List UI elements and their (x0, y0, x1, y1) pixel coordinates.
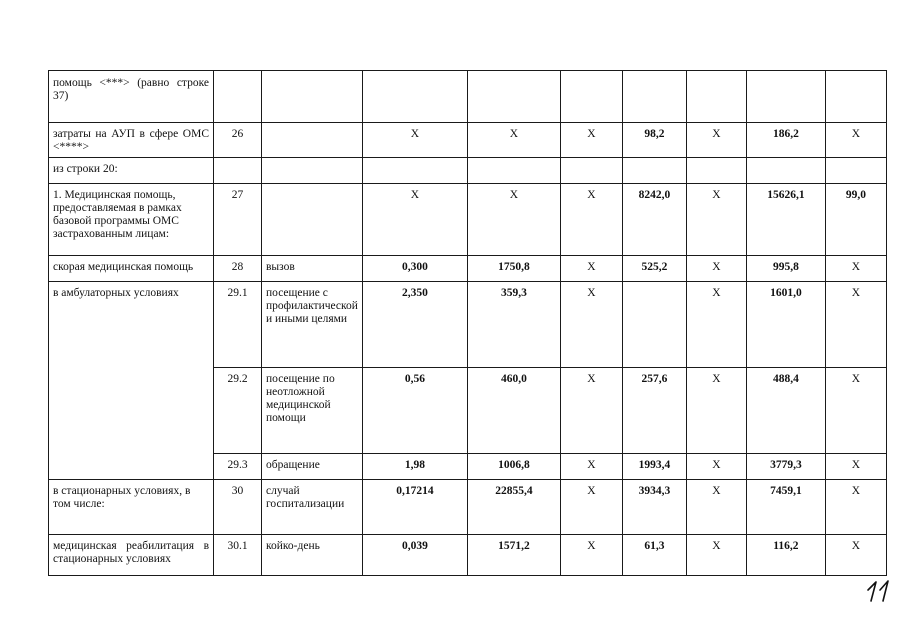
value-cell: Х (560, 123, 622, 158)
value-cell (622, 282, 686, 368)
value-cell: Х (686, 480, 746, 535)
value-cell (746, 71, 825, 123)
unit-cell (262, 123, 363, 158)
row-number-cell: 29.3 (214, 454, 262, 480)
row-name-cell: помощь <***> (равно строке 37) (49, 71, 214, 123)
handwritten-page-number (862, 576, 898, 604)
unit-cell: вызов (262, 256, 363, 282)
unit-cell: посещение по неотложной медицинской помощи (262, 368, 363, 454)
table-body (49, 71, 887, 576)
value-cell: Х (686, 454, 746, 480)
value-cell: Х (362, 123, 467, 158)
value-cell (362, 71, 467, 123)
value-cell: Х (362, 184, 467, 256)
value-cell: 460,0 (467, 368, 560, 454)
row-number-cell: 30 (214, 480, 262, 535)
value-cell: Х (560, 282, 622, 368)
value-cell (622, 71, 686, 123)
value-cell (825, 158, 886, 184)
value-cell: 1750,8 (467, 256, 560, 282)
table-row (49, 256, 887, 282)
row-number-cell: 29.1 (214, 282, 262, 368)
row-number-cell: 26 (214, 123, 262, 158)
value-cell (560, 158, 622, 184)
value-cell: 488,4 (746, 368, 825, 454)
value-cell (560, 71, 622, 123)
row-name-cell: медицинская реабилитация в стационарных условиях (49, 535, 214, 576)
row-name-cell: скорая медицинская помощь (49, 256, 214, 282)
value-cell: 1006,8 (467, 454, 560, 480)
table-row (49, 123, 887, 158)
value-cell: Х (825, 123, 886, 158)
table-row (49, 480, 887, 535)
value-cell: Х (560, 184, 622, 256)
value-cell: 1993,4 (622, 454, 686, 480)
table-row (49, 282, 887, 368)
row-name-cell: в амбулаторных условиях (49, 282, 214, 480)
value-cell: Х (686, 282, 746, 368)
value-cell (686, 158, 746, 184)
value-cell: 1,98 (362, 454, 467, 480)
value-cell: 3779,3 (746, 454, 825, 480)
value-cell: 995,8 (746, 256, 825, 282)
value-cell: Х (686, 368, 746, 454)
unit-cell (262, 184, 363, 256)
row-name-cell: 1. Медицинская помощь, предоставляемая в рамках базовой программы ОМС застрахованным лицам: (49, 184, 214, 256)
value-cell (467, 71, 560, 123)
value-cell: Х (560, 256, 622, 282)
value-cell: 257,6 (622, 368, 686, 454)
value-cell: 1571,2 (467, 535, 560, 576)
value-cell: Х (825, 454, 886, 480)
row-number-cell: 29.2 (214, 368, 262, 454)
value-cell: Х (686, 535, 746, 576)
unit-cell: койко-день (262, 535, 363, 576)
value-cell: Х (825, 480, 886, 535)
unit-cell: случай госпитализации (262, 480, 363, 535)
value-cell: Х (467, 184, 560, 256)
unit-cell (262, 158, 363, 184)
row-number-cell: 27 (214, 184, 262, 256)
value-cell: 3934,3 (622, 480, 686, 535)
value-cell: Х (686, 123, 746, 158)
value-cell: Х (560, 480, 622, 535)
value-cell: Х (825, 535, 886, 576)
value-cell (746, 158, 825, 184)
value-cell: 186,2 (746, 123, 825, 158)
value-cell (825, 71, 886, 123)
table-row (49, 184, 887, 256)
value-cell: 0,17214 (362, 480, 467, 535)
value-cell: 116,2 (746, 535, 825, 576)
value-cell: 2,350 (362, 282, 467, 368)
value-cell: Х (560, 368, 622, 454)
value-cell: 99,0 (825, 184, 886, 256)
value-cell: 22855,4 (467, 480, 560, 535)
value-cell: Х (467, 123, 560, 158)
value-cell (622, 158, 686, 184)
unit-cell (262, 71, 363, 123)
table-row (49, 71, 887, 123)
value-cell: Х (825, 256, 886, 282)
row-name-cell: затраты на АУП в сфере ОМС <****> (49, 123, 214, 158)
value-cell: Х (825, 368, 886, 454)
financing-table (48, 70, 887, 576)
value-cell: 359,3 (467, 282, 560, 368)
value-cell: 61,3 (622, 535, 686, 576)
value-cell: Х (686, 256, 746, 282)
value-cell: Х (560, 454, 622, 480)
value-cell: 15626,1 (746, 184, 825, 256)
row-name-cell: в стационарных условиях, в том числе: (49, 480, 214, 535)
unit-cell: посещение с профилактической и иными целями (262, 282, 363, 368)
row-number-cell: 30.1 (214, 535, 262, 576)
value-cell (686, 71, 746, 123)
value-cell: 8242,0 (622, 184, 686, 256)
value-cell (467, 158, 560, 184)
row-number-cell (214, 71, 262, 123)
value-cell: Х (825, 282, 886, 368)
value-cell: 1601,0 (746, 282, 825, 368)
value-cell (362, 158, 467, 184)
value-cell: 0,039 (362, 535, 467, 576)
value-cell: 0,56 (362, 368, 467, 454)
row-name-cell: из строки 20: (49, 158, 214, 184)
row-number-cell: 28 (214, 256, 262, 282)
value-cell: Х (686, 184, 746, 256)
unit-cell: обращение (262, 454, 363, 480)
value-cell: 0,300 (362, 256, 467, 282)
value-cell: 7459,1 (746, 480, 825, 535)
row-number-cell (214, 158, 262, 184)
table-row (49, 535, 887, 576)
value-cell: Х (560, 535, 622, 576)
value-cell: 98,2 (622, 123, 686, 158)
value-cell: 525,2 (622, 256, 686, 282)
table-row (49, 158, 887, 184)
